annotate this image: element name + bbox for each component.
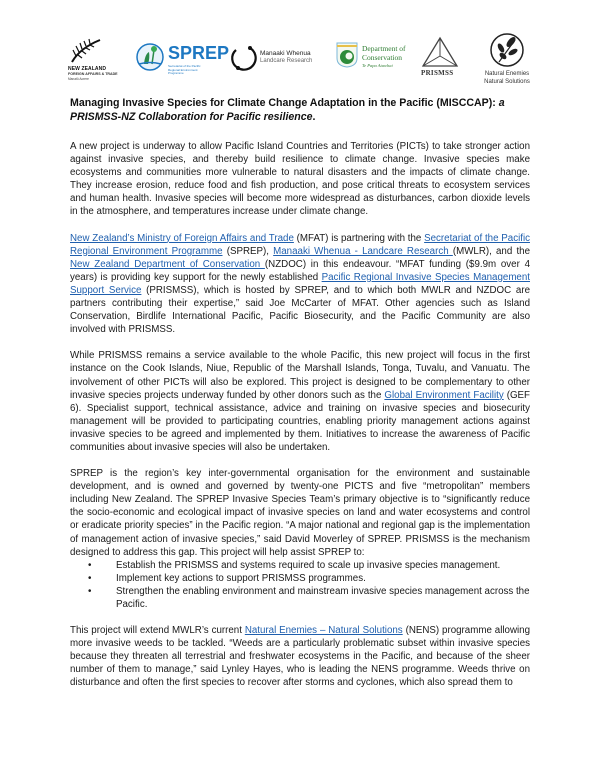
mfat-logo <box>68 38 128 82</box>
mwlr-line1: Manaaki Whenua <box>260 50 311 57</box>
nens-line1: Natural Enemies <box>484 71 530 77</box>
paragraph-sprep: SPREP is the region’s key inter-governmental organisation for the environment and sustainable development, and is owned and governed by twenty-one PICTS and five “metropolitan” members including New Zealand. The SPREP Invasive Species Team’s primary objective is to “significantly reduce the socio-economic and ecological impact of invasive species on land and water ecosystems and control or eradicate priority species” in the Pacific region. “A major national and regional gap is the implementation of management action of invasive species,” said David Moverley of SPREP. PRISMSS is the mechanism designed to address this gap. This project will help assist SPREP to: <box>70 468 530 558</box>
mwlr-logo <box>230 40 315 76</box>
link-gef[interactable]: Global Environment Facility <box>384 389 504 401</box>
nens-logo <box>472 32 542 94</box>
text: This project will extend MWLR’s current <box>70 625 245 637</box>
link-mwlr[interactable]: Manaaki Whenua - Landcare Research <box>273 245 453 257</box>
doc-line2: Conservation <box>362 53 402 62</box>
sprep-subtitle: Secretariat of the Pacific Regional Environment Programme <box>168 64 201 75</box>
title-end: . <box>312 111 316 123</box>
document-body <box>70 96 530 690</box>
nens-text <box>472 70 542 86</box>
paragraph-partners <box>70 232 530 337</box>
prismss-logo <box>415 36 465 80</box>
partner-logos-header <box>0 32 600 92</box>
mfat-line3: Manatū Aorere <box>68 77 89 81</box>
text: (PRISMSS), which is hosted by SPREP, and to which both MWLR and NZDOC are partners contributing their expertise,” said Joe McCarter of MFAT. Other agencies such as Island Conservation, Birdlife International Pacific, Pacific Biosecurity, and the Pacific Community are also involved with PRISMSS. <box>70 284 530 336</box>
doc-emblem-icon <box>336 42 358 68</box>
link-nens[interactable]: Natural Enemies – Natural Solutions <box>244 625 403 637</box>
title-italic: a PRISMSS-NZ Collaboration for Pacific resilience <box>70 97 505 123</box>
prismss-wordmark: PRISMSS <box>421 69 454 77</box>
silver-fern-icon <box>70 38 104 64</box>
objectives-list <box>70 559 530 611</box>
leaf-circle-icon <box>489 32 525 68</box>
paragraph-nens <box>70 624 530 689</box>
mfat-line2: FOREIGN AFFAIRS & TRADE <box>68 72 118 76</box>
text: (MFAT) is partnering with the <box>293 232 425 244</box>
link-sprep[interactable]: Secretariat of the Pacific Regional Environment Programme <box>70 232 530 257</box>
doc-name <box>362 44 406 62</box>
mwlr-line2: Landcare Research <box>260 58 313 64</box>
doc-line1: Department of <box>362 44 406 53</box>
link-mfat[interactable]: New Zealand’s Ministry of Foreign Affairs and Trade <box>70 232 294 244</box>
sprep-wordmark: SPREP <box>168 43 230 63</box>
link-prismss[interactable]: Pacific Regional Invasive Species Management Support Service <box>70 271 530 296</box>
list-item: • Establish the PRISMSS and systems required to scale up invasive species management. <box>116 559 530 572</box>
text: (SPREP), <box>222 245 274 257</box>
text: While PRISMSS remains a service available to the whole Pacific, this new project will focus in the first instance on the Cook Islands, Niue, Republic of the Marshall Islands, Tonga, Tuvalu, and Vanuatu. The involvement of other PICTs will also be explored. This project is designed to be complementary to other invasive species projects underway funded by other donors such as the <box>70 350 530 401</box>
prism-triangle-icon <box>420 36 460 68</box>
mwlr-circle-icon <box>230 44 258 72</box>
paragraph-focus-countries <box>70 349 530 454</box>
link-nzdoc[interactable]: New Zealand Department of Conservation <box>70 258 265 270</box>
text: (NENS) programme allowing more invasive weeds to be tackled. “Weeds are a particularly problematic subset within invasive species because they threaten all terrestrial and freshwater ecosystems in the Pacific, and because of the sheer number of them to manage,” said Lynley Hayes, who is leading the NENS programme. Weeds thrive on disturbance and often the first species to recover after storms and cyclones, which also spread them to <box>70 625 531 689</box>
document-title <box>70 96 530 124</box>
doc-logo <box>336 40 416 76</box>
text: (NZDOC) in this endeavour. “MFAT funding ($9.9m over 4 years) is providing key support for the newly established <box>70 258 531 283</box>
title-main: Managing Invasive Species for Climate Change Adaptation in the Pacific (MISCCAP): <box>70 97 499 109</box>
list-item: • Strengthen the enabling environment and mainstream invasive species management across the Pacific. <box>116 585 530 611</box>
text: (MWLR), and the <box>452 245 530 257</box>
doc-line3: Te Papa Atawhai <box>362 63 393 68</box>
sprep-emblem-icon <box>135 42 165 72</box>
list-item: • Implement key actions to support PRISMSS programmes. <box>116 572 530 585</box>
mfat-line1: NEW ZEALAND <box>68 66 107 72</box>
nens-line2: Natural Solutions <box>484 79 530 85</box>
sprep-logo <box>135 40 230 76</box>
text: (GEF 6). Specialist support, technical assistance, advice and training on invasive species and biosecurity management will be provided to participating countries, enabling priority management actions against invasive species to be agreed and implemented by them. Initiatives to increase the awareness of Pacific communities about invasive species will also be undertaken. <box>70 389 531 453</box>
paragraph-intro: A new project is underway to allow Pacific Island Countries and Territories (PICTs) to take stronger action against invasive species, and thereby build resilience to climate change. Invasive species make ecosystems and communities more vulnerable to natural disasters and the impacts of climate change. They increase erosion, reduce food and fish production, and pose critical threats to ecosystem services and human health. Invasive species will become more widespread as disturbances, carbon dioxide levels in the atmosphere, and temperatures increase under climate change. <box>70 141 530 218</box>
